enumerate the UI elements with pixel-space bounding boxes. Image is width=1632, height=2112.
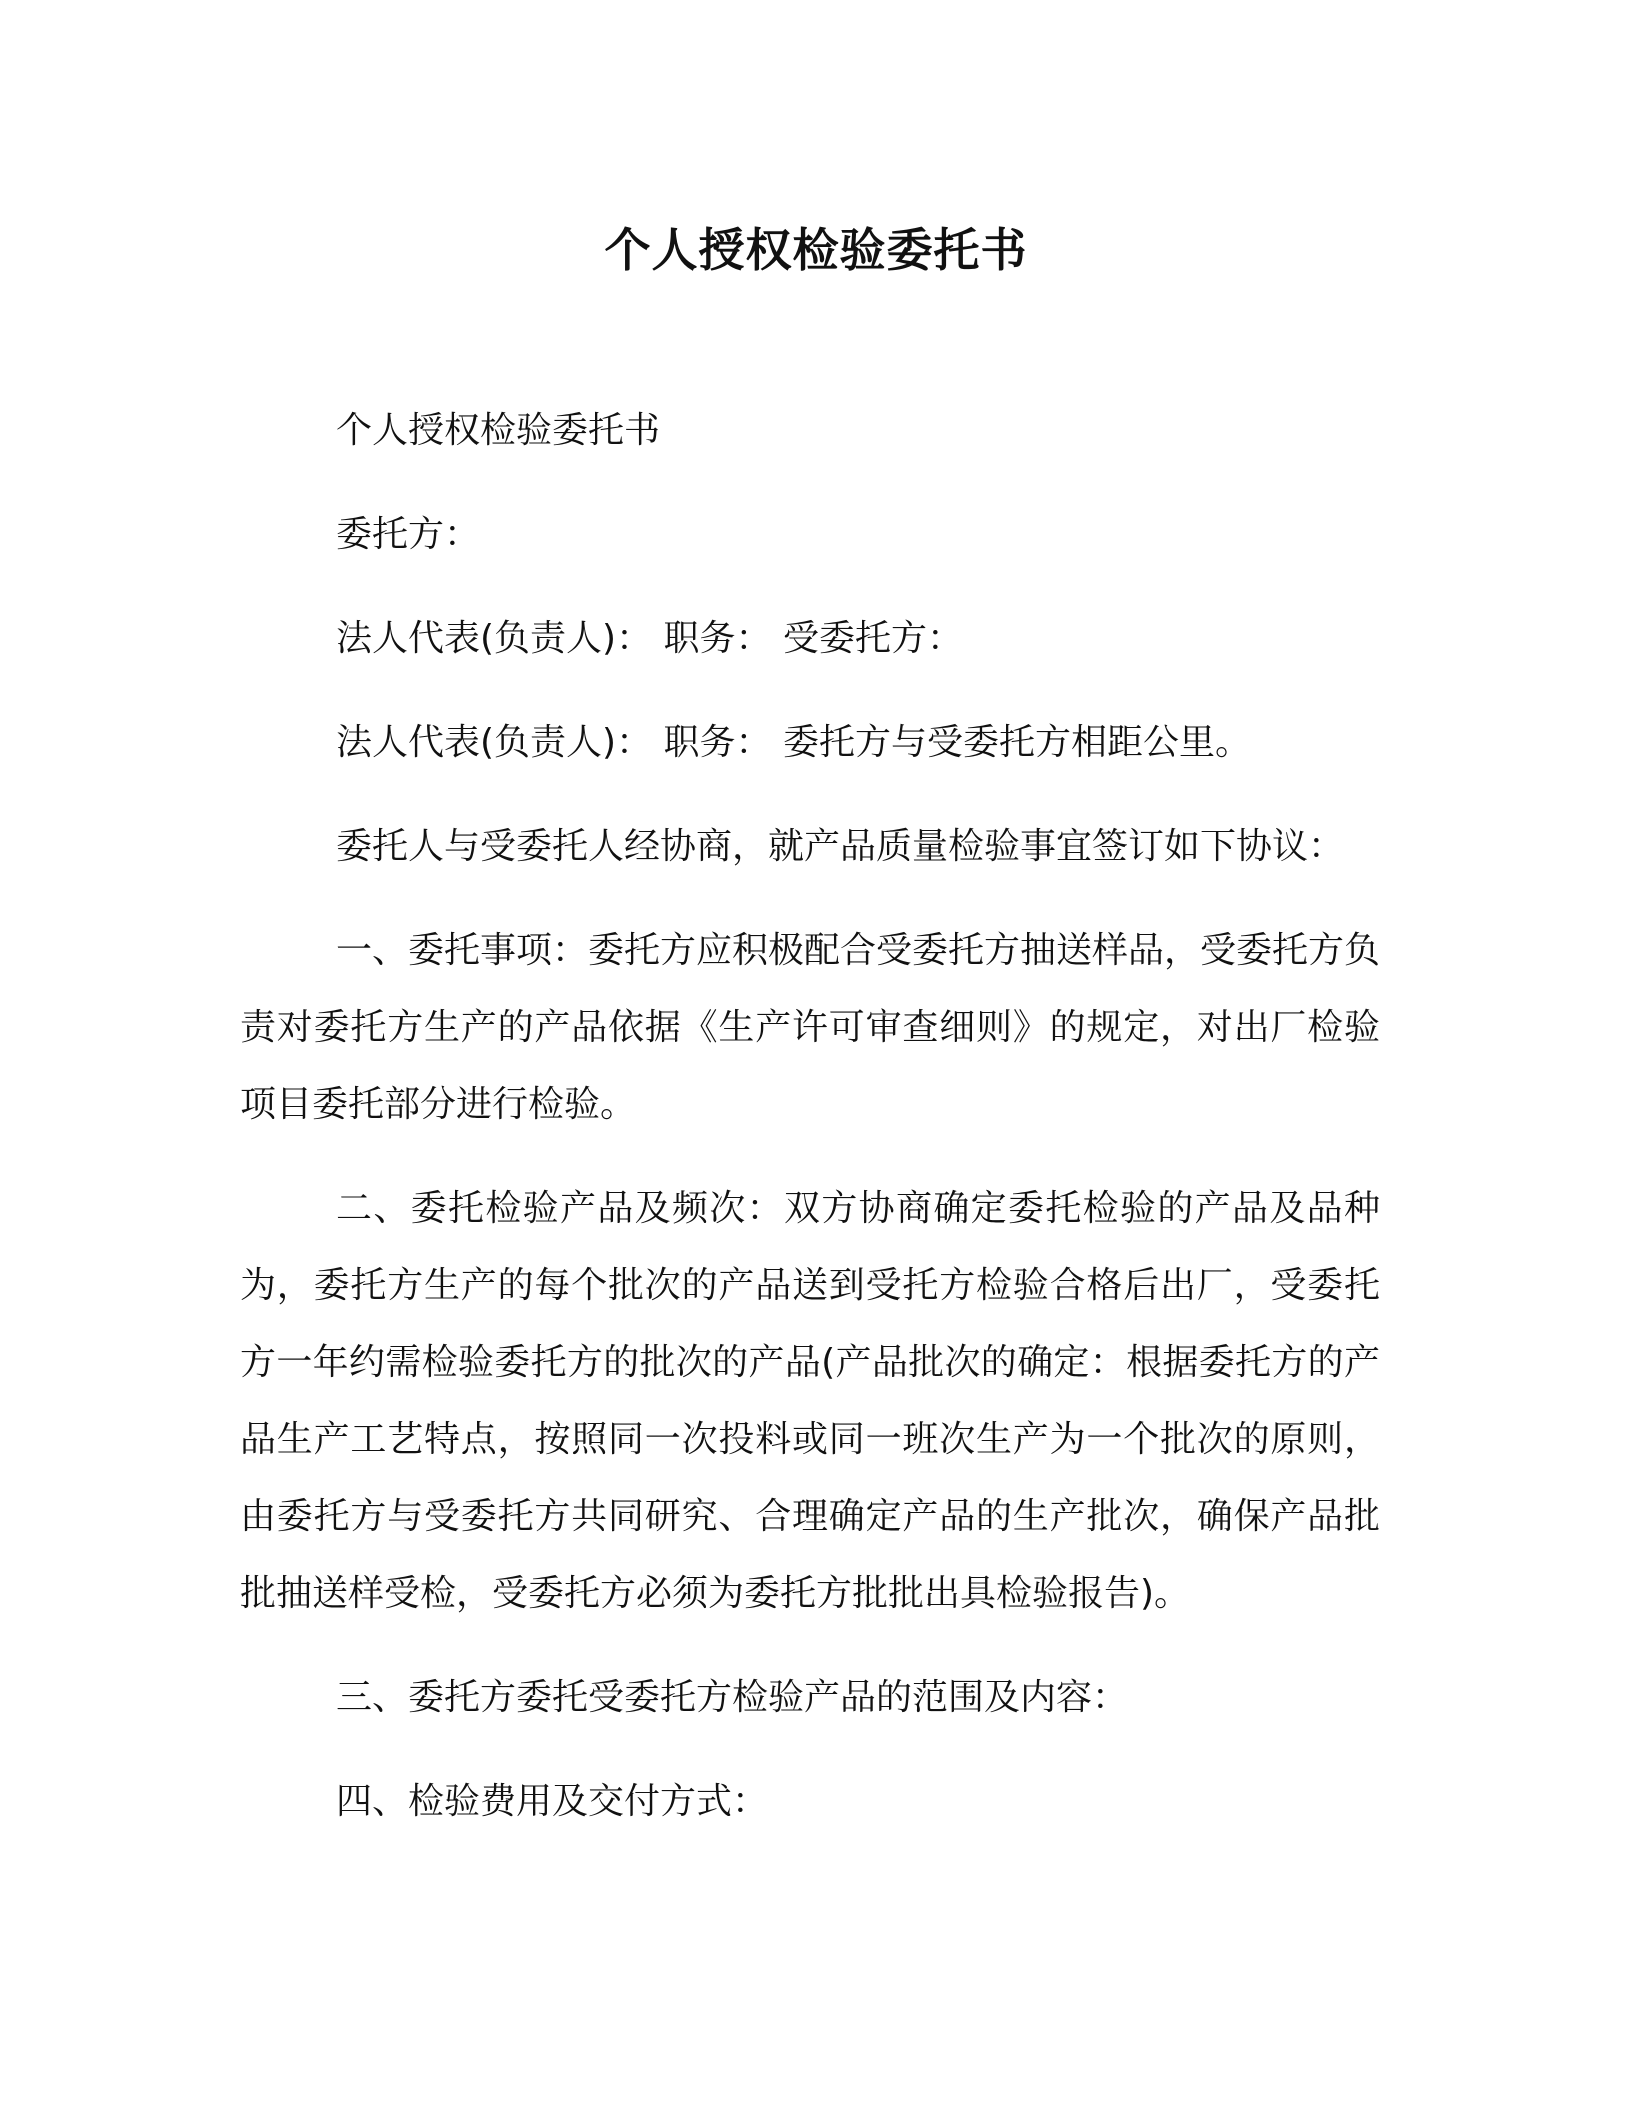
paragraph-client: 委托方： [336,514,481,555]
paragraph-section-3: 三、委托方委托受委托方检验产品的范围及内容： [336,1677,1129,1718]
paragraph-legal-rep-1: 法人代表(负责人)： 职务： 受委托方： [336,618,963,659]
paragraph-section-1: 一、委托事项：委托方应积极配合受委托方抽送样品，受委托方负责对委托方生产的产品依据《生产许可审查细则》的规定，对出厂检验项目委托部分进行检验。 [240,930,1381,1125]
paragraph-subtitle: 个人授权检验委托书 [336,410,661,451]
paragraph-section-4: 四、检验费用及交付方式： [336,1781,769,1822]
document-body [240,392,1380,1867]
paragraph-legal-rep-2: 法人代表(负责人)： 职务： 委托方与受委托方相距公里。 [336,722,1251,763]
paragraph-section-2: 二、委托检验产品及频次：双方协商确定委托检验的产品及品种为，委托方生产的每个批次的产品送到受托方检验合格后出厂，受委托方一年约需检验委托方的批次的产品(产品批次的确定：根据委托方的产品生产工艺特点，按照同一次投料或同一班次生产为一个批次的原则，由委托方与受委托方共同研究、合理确定产品的生产批次，确保产品批批抽送样受检，受委托方必须为委托方批批出具检验报告)。 [240,1188,1380,1614]
document-title: 个人授权检验委托书 [604,223,1028,277]
paragraph-agreement-intro: 委托人与受委托人经协商，就产品质量检验事宜签订如下协议： [336,826,1345,867]
